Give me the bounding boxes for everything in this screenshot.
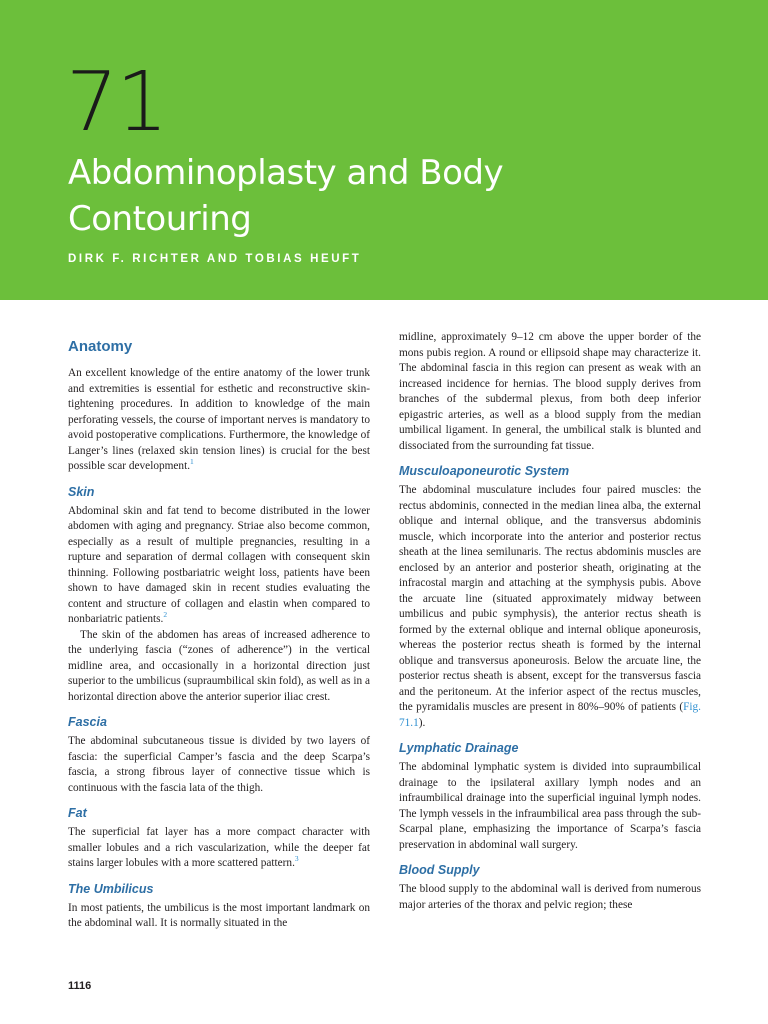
figure-link-71-1[interactable]: Fig. 71.1 [399,701,701,729]
chapter-authors: DIRK F. RICHTER AND TOBIAS HEUFT [68,253,362,265]
section-heading-anatomy: Anatomy [68,338,133,355]
paragraph-musculoaponeurotic [399,483,701,731]
chapter-title [68,150,708,242]
subheading-skin: Skin [68,484,95,499]
chapter-number: 71 [66,55,167,150]
subheading-fascia: Fascia [68,715,107,729]
subheading-lymphatic-drainage: Lymphatic Drainage [399,741,519,755]
paragraph-skin-2: The skin of the abdomen has areas of increased adherence to the underlying fascia (“zones of adherence”) in the vertical midline area, and occasionally in a horizontal direction just superior to the umbilicus (supraumbilical skin fold), as well as in a horizontal direction above the anterior superior iliac crest. [68,628,370,703]
paragraph-blood-supply: The blood supply to the abdominal wall is derived from numerous major arteries of the thorax and pelvic region; these [399,883,701,911]
left-column [68,330,370,932]
paragraph-lymphatic: The abdominal lymphatic system is divided into supraumbilical drainage to the ipsilateral axillary lymph nodes and an infraumbilical drainage into the superficial inguinal lymph nodes. The lymph vessels in the infraumbilical area pass through the sub-Scarpal plane, emphasizing the importance of Scarpa’s fascia preservation in abdominal wall surgery. [399,761,701,851]
paragraph-musculoaponeurotic-text: The abdominal musculature includes four paired muscles: the rectus abdominis, connected in the median linea alba, the external oblique and internal oblique, and the transversus abdominis muscle, which incorporate into the anterior and posterior rectus sheath at the linea semilunaris. The rectus abdominis muscles are enclosed by an anterior and posterior sheath, originating at the infracostal margin and attaching at the symphysis pubis. Above the arcuate line (situated approximately midway between umbilicus and pubic symphysis), the anterior rectus sheath is formed by the external oblique and internal oblique aponeurosis, whereas the posterior rectus sheath is formed by the internal oblique and transversus aponeurosis. Below the arcuate line, the posterior rectus sheath is absent, except for the transversus fascia and the peritoneum. At the inferior aspect of the rectus muscles, the pyramidalis muscles are present in 80%–90% of patients ( [399,484,701,713]
reference-3[interactable]: 3 [294,854,299,864]
paragraph-umbilicus-continued: midline, approximately 9–12 cm above the upper border of the mons pubis region. A round or ellipsoid shape may characterize it. The abdominal fascia in this region can present as weak with an increased incidence for hernias. The blood supply derives from branches of the subdermal plexus, from both deep inferior epigastric arteries, as well as a blood supply from the median umbilical ligament. In general, the umbilical stalk is blunted and dissociated from the surrounding fat tissue. [399,331,701,452]
paragraph-musculoaponeurotic-end: ). [418,716,426,729]
chapter-banner [0,0,768,300]
paragraph-skin-1 [68,504,370,628]
reference-1[interactable]: 1 [190,457,194,467]
paragraph-fascia: The abdominal subcutaneous tissue is divided by two layers of fascia: the superficial Camper’s fascia and the deep Scarpa’s fascia, a strong fibrous layer of connective tissue which is continuous with the fascia lata of the thigh. [68,735,370,794]
paragraph-skin-1-text: Abdominal skin and fat tend to become distributed in the lower abdomen with aging and pregnancy. Striae also become common, especially as a result of multiple pregnancies, resulting in a rupture and separation of dermal collagen with consequent skin thinning. Following postbariatric weight loss, patients have been shown to have damaged skin in recent studies evaluating the content and structure of collagen and elastin when compared to nonbariatric patients. [68,504,370,625]
page-number: 1116 [68,980,92,992]
subheading-musculoaponeurotic: Musculoaponeurotic System [399,464,570,478]
reference-2[interactable]: 2 [163,610,168,620]
chapter-title-line1: Abdominoplasty and Body [68,153,504,193]
paragraph-fat-text: The superficial fat layer has a more compact character with smaller lobules and a rich vascularization, while the deeper fat stains larger lobules with a more scattered pattern. [68,826,370,869]
paragraph-anatomy [68,366,370,475]
paragraph-anatomy-text: An excellent knowledge of the entire anatomy of the lower trunk and extremities is essential for esthetic and reconstructive skin-tightening procedures. In addition to knowledge of the main perforating vessels, the course of important nerves is mandatory to avoid postoperative complications. Furthermore, the knowledge of Langer’s lines (relaxed skin tension lines) is crucial for the best possible scar development. [68,367,370,472]
subheading-fat: Fat [68,806,87,820]
paragraph-umbilicus: In most patients, the umbilicus is the most important landmark on the abdominal wall. It is normally situated in the [68,901,370,929]
paragraph-fat [68,825,370,872]
subheading-blood-supply: Blood Supply [399,863,480,877]
chapter-title-line2: Contouring [68,199,252,239]
right-column [399,330,701,913]
subheading-umbilicus: The Umbilicus [68,881,154,896]
